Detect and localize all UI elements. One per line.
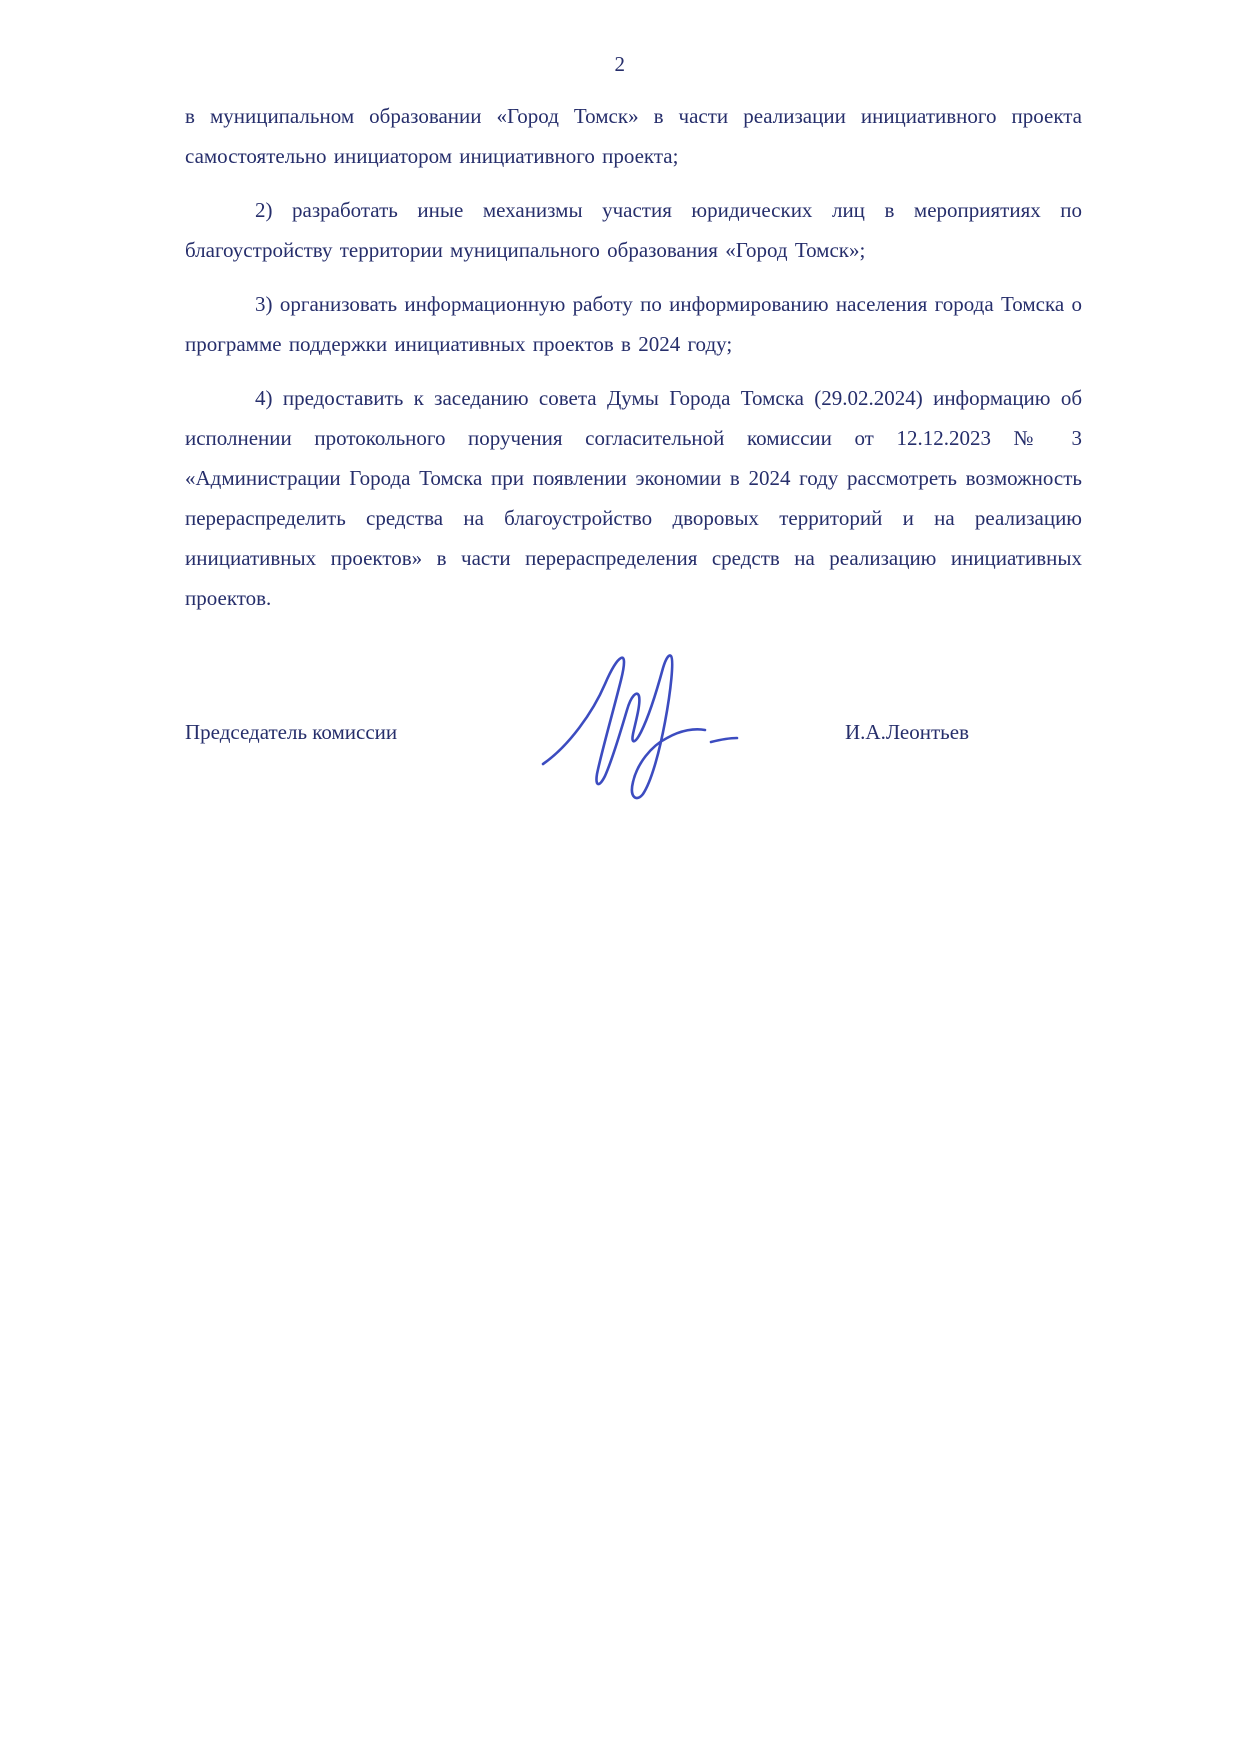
document-body — [185, 96, 1082, 828]
signature-block — [185, 658, 1082, 828]
signer-title: Председатель комиссии — [185, 720, 398, 744]
page-number: 2 — [614, 52, 626, 76]
paragraph-continuation: в муниципальном образовании «Город Томск» в части реализации инициативного проекта самостоятельно инициатором инициативного проекта; — [185, 104, 1082, 168]
paragraph-item-4: 4) предоставить к заседанию совета Думы Города Томска (29.02.2024) информацию об исполнении протокольного поручения согласительной комиссии от 12.12.2023 № 3 «Администрации Города Томска при появлении экономии в 2024 году рассмотреть возможность перераспределить средства на благоустройство дворовых территорий и на реализацию инициативных проектов» в части перераспределения средств на реализацию инициативных проектов. — [185, 386, 1082, 610]
handwritten-signature-icon — [535, 646, 745, 806]
paragraph-item-3: 3) организовать информационную работу по информированию населения города Томска о программе поддержки инициативных проектов в 2024 году; — [185, 292, 1082, 356]
paragraph-item-2: 2) разработать иные механизмы участия юридических лиц в мероприятиях по благоустройству территории муниципального образования «Город Томск»; — [185, 198, 1082, 262]
signer-name: И.А.Леонтьев — [845, 720, 969, 744]
